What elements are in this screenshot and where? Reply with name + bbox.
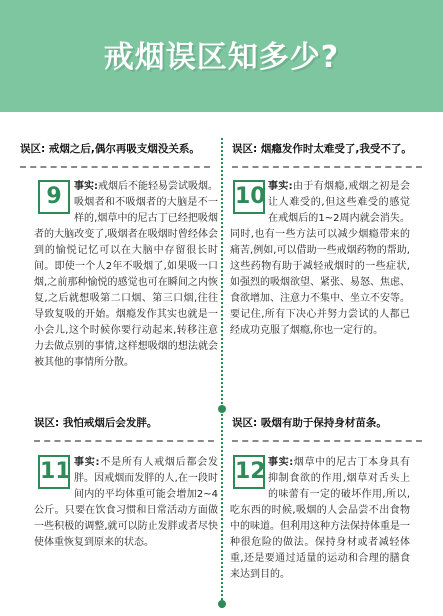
myth-heading: 误区: 我怕戒烟后会发胖。	[34, 417, 158, 429]
fact-label: 事实:	[268, 181, 293, 192]
myth-heading: 误区: 吸烟有助于保持身材苗条。	[232, 417, 387, 429]
section-number-10: 10	[233, 180, 265, 214]
myth-heading: 误区: 戒烟之后,偶尔再吸支烟没关系。	[20, 143, 200, 155]
myth-heading: 误区: 烟瘾发作时太难受了,我受不了。	[232, 143, 412, 155]
section-number-9: 9	[38, 180, 70, 214]
fact-text: 由于有烟瘾,戒烟之初是会让人难受的,但这些难受的感觉在戒烟后的1~2周内就会消失。同时,也有一些方法可以减少烟瘾带来的痛苦,例如,可以借助一些戒烟药物的帮助,这些药物有助于减轻戒烟时的一些症状,如强烈的吸烟欲望、紧张、易怒、焦虑、食欲增加、注意力不集中、坐立不安等。要记住,所有下决心并努力尝试的人都已经成功克服了烟瘾,你也一定行的。	[230, 181, 410, 336]
fact-text: 不是所有人戒烟后都会发胖。因戒烟而发胖的人,在一段时间内的平均体重可能会增加2~4公斤。只要在饮食习惯和日常活动方面做一些积极的调整,就可以防止发胖或者尽快使体重恢复到原来的状态。	[34, 457, 219, 548]
section-number-11: 11	[38, 455, 70, 489]
fact-text: 烟草中的尼古丁本身具有抑制食欲的作用,烟草对舌头上的味蕾有一定的破坏作用,所以,吃东西的时候,吸烟的人会品尝不出食物中的味道。但利用这种方法保持体重是一种很危险的做法。保持身材或者减轻体重,还是要通过适量的运动和合理的膳食来达到目的。	[230, 457, 411, 580]
section-number-12: 12	[233, 455, 265, 489]
fact-paragraph	[34, 179, 218, 371]
divider-dot	[218, 600, 226, 608]
divider-dot	[218, 405, 226, 413]
page-title: 戒烟误区知多少?	[103, 40, 340, 75]
dashed-rule	[20, 166, 210, 168]
dashed-rule	[232, 166, 422, 168]
fact-label: 事实:	[74, 457, 100, 468]
fact-paragraph	[34, 455, 218, 551]
column-divider	[221, 138, 223, 608]
dashed-rule	[34, 440, 214, 442]
fact-text: 戒烟后不能轻易尝试吸烟。吸烟者和不吸烟者的大脑是不一样的,烟草中的尼古丁已经把吸烟者的大脑改变了,吸烟者在吸烟时曾经体会到的愉悦记忆可以在大脑中存留很长时间。即使一个人2年不吸烟了,如果吸一口烟,之前那种愉悦的感觉也可在瞬间之内恢复,之后就想吸第二口烟、第三口烟,往往导致复吸的开始。烟瘾发作其实也就是一小会儿,这个时候你要行动起来,转移注意力去做点别的事情,这样想吸烟的想法就会被其他的事情所分散。	[34, 181, 218, 368]
fact-paragraph	[230, 179, 410, 339]
dashed-rule	[232, 440, 422, 442]
fact-label: 事实:	[268, 457, 294, 468]
fact-label: 事实:	[74, 181, 98, 192]
fact-paragraph	[230, 455, 410, 583]
